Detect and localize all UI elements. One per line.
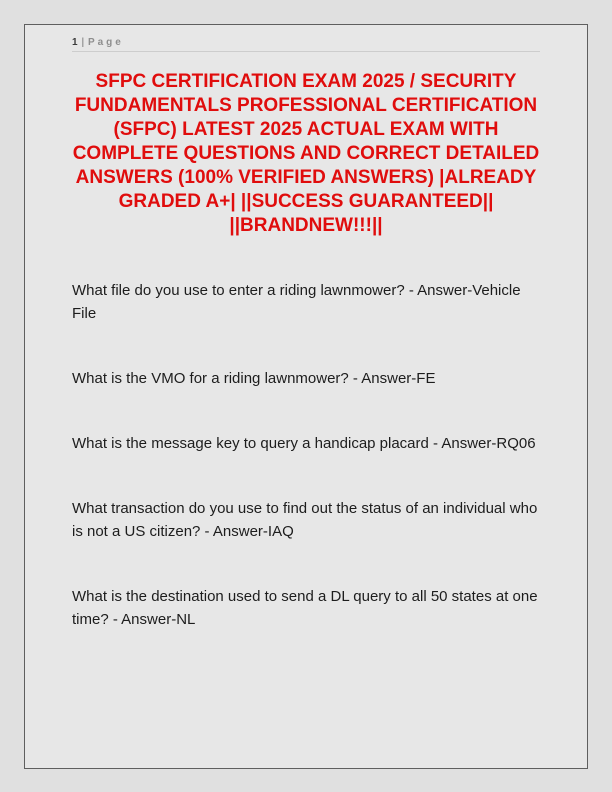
page-number: 1 xyxy=(72,37,78,48)
title-line: COMPLETE QUESTIONS AND CORRECT DETAILED xyxy=(72,143,540,164)
page-header xyxy=(72,38,540,52)
title-line: GRADED A+| ||SUCCESS GUARANTEED|| xyxy=(118,191,494,212)
title-line: ||BRANDNEW!!!|| xyxy=(229,215,383,236)
document-title xyxy=(72,70,540,238)
question-item: What transaction do you use to find out the status of an individual who is not a US citizen? - Answer-IAQ xyxy=(72,500,538,540)
question-item: What file do you use to enter a riding lawnmower? - Answer-Vehicle File xyxy=(72,282,521,322)
title-line: (SFPC) LATEST 2025 ACTUAL EXAM WITH xyxy=(113,119,499,140)
header-separator: | xyxy=(81,37,85,48)
document-page xyxy=(24,24,588,769)
question-item: What is the message key to query a handicap placard - Answer-RQ06 xyxy=(72,435,536,452)
page-header-label: Page xyxy=(87,37,124,48)
title-line: SFPC CERTIFICATION EXAM 2025 / SECURITY xyxy=(95,71,517,92)
question-item: What is the VMO for a riding lawnmower? - Answer-FE xyxy=(72,370,436,387)
title-line: ANSWERS (100% VERIFIED ANSWERS) |ALREADY xyxy=(75,167,537,188)
title-line: FUNDAMENTALS PROFESSIONAL CERTIFICATION xyxy=(74,95,538,116)
question-item: What is the destination used to send a DL query to all 50 states at one time? - Answer-NL xyxy=(72,588,538,628)
page-content xyxy=(25,25,587,631)
question-list xyxy=(72,279,540,631)
